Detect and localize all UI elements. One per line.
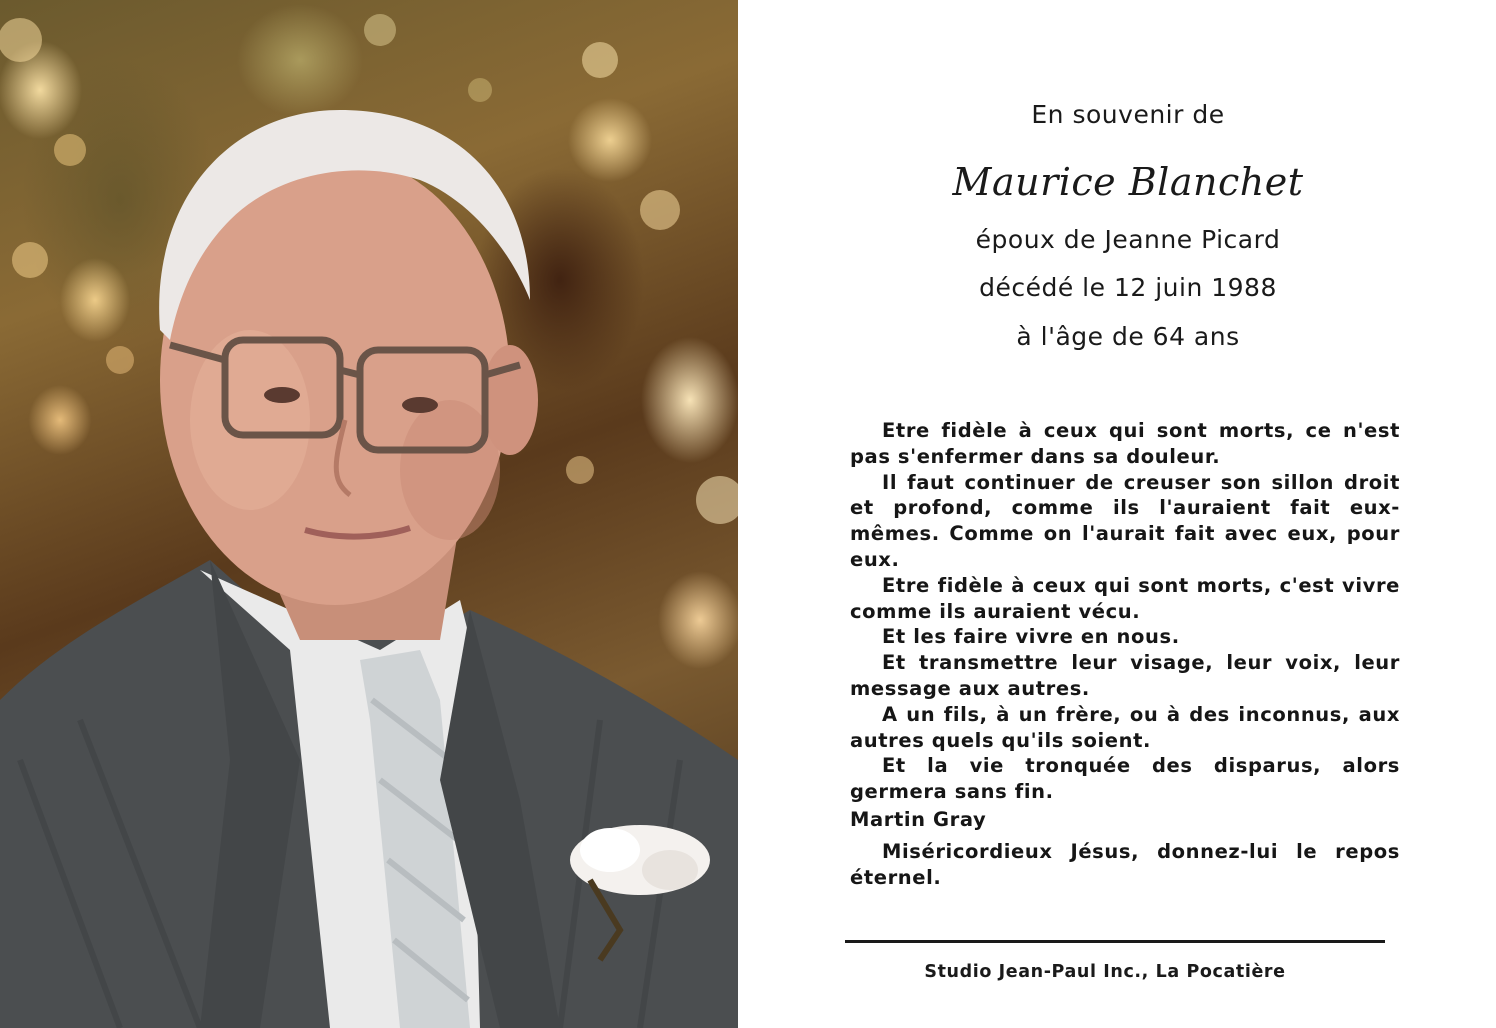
- poem-paragraph: Il faut continuer de creuser son sillon droit et profond, comme ils l'auraient fait eux-mêmes. Comme on l'aurait fait avec eux, pour eux.: [850, 470, 1400, 571]
- studio-credit: Studio Jean-Paul Inc., La Pocatière: [924, 962, 1286, 982]
- poem-paragraph: Etre fidèle à ceux qui sont morts, ce n'est pas s'enfermer dans sa douleur.: [850, 419, 1400, 468]
- memorial-poem: [850, 418, 1400, 890]
- poem-paragraph: Etre fidèle à ceux qui sont morts, c'est vivre comme ils auraient vécu.: [850, 573, 1400, 623]
- poem-paragraph: Et la vie tronquée des disparus, alors germera sans fin.: [850, 754, 1400, 804]
- deceased-name: Maurice Blanchet: [952, 160, 1304, 204]
- footer-divider: [845, 940, 1385, 943]
- portrait-photo: [0, 0, 738, 1028]
- prayer-line: Miséricordieux Jésus, donnez-lui le repos éternel.: [850, 839, 1400, 889]
- poem-paragraph: Et transmettre leur visage, leur voix, leur message aux autres.: [850, 651, 1400, 700]
- portrait-illustration: [0, 0, 738, 1028]
- age-line: à l'âge de 64 ans: [1016, 322, 1240, 351]
- death-date-line: décédé le 12 juin 1988: [979, 273, 1277, 302]
- spouse-line: époux de Jeanne Picard: [975, 225, 1281, 254]
- poem-paragraph: A un fils, à un frère, ou à des inconnus, aux autres quels qu'ils soient.: [850, 702, 1400, 752]
- remembrance-header: En souvenir de: [1031, 100, 1225, 129]
- poem-paragraph: Et les faire vivre en nous.: [882, 625, 1180, 649]
- poem-author: Martin Gray: [850, 807, 987, 831]
